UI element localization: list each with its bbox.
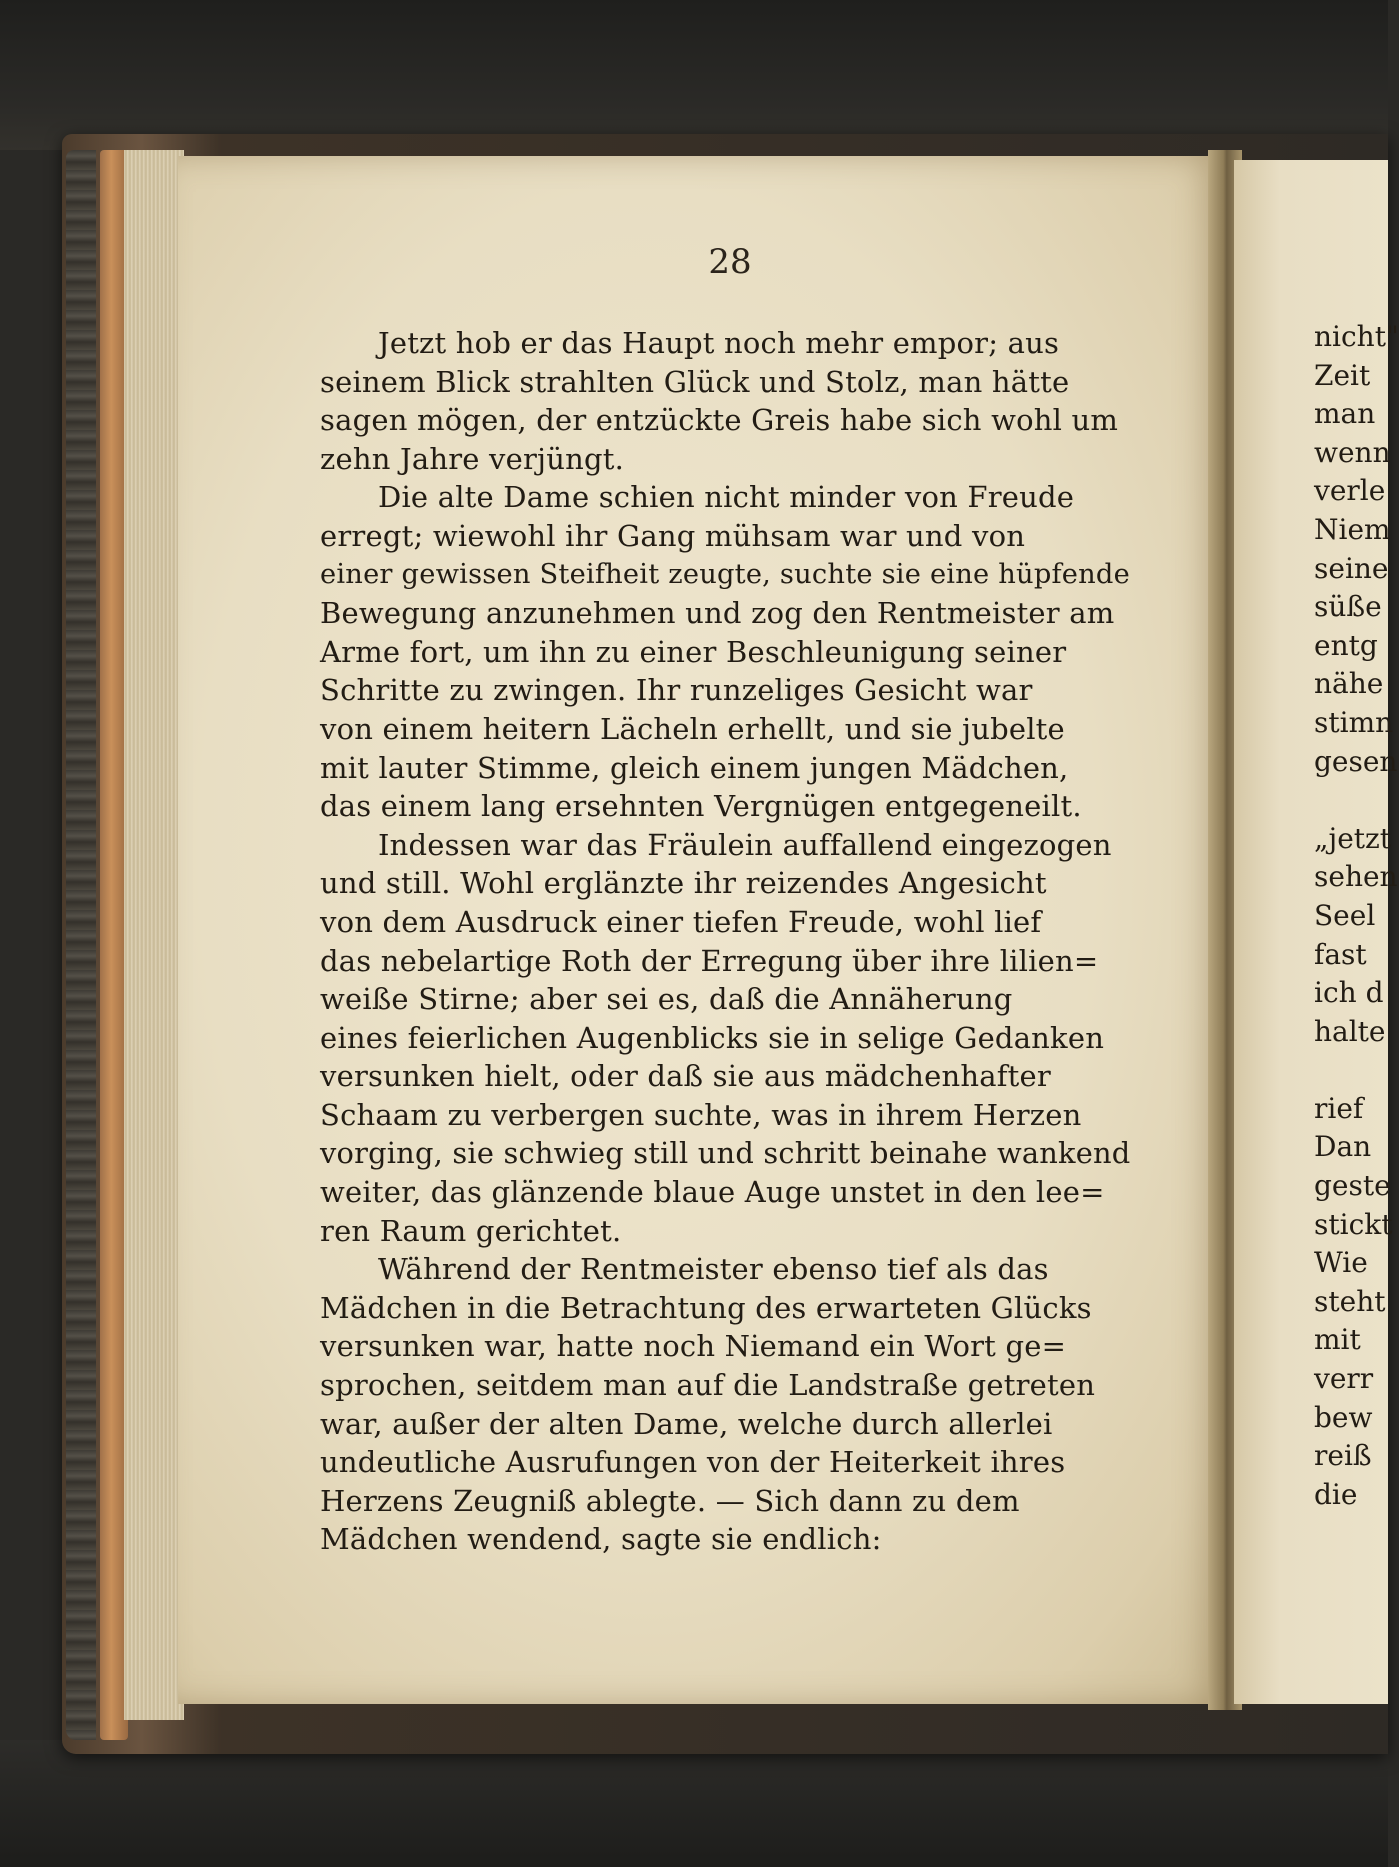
cover-edge — [66, 150, 96, 1740]
text-fragment: Wie — [1314, 1246, 1368, 1280]
text-fragment: seine — [1314, 551, 1389, 585]
text-fragment: rief — [1314, 1091, 1364, 1125]
text-fragment: entg — [1314, 628, 1378, 662]
text-fragment: wenn — [1314, 435, 1391, 469]
text-fragment — [1314, 781, 1388, 820]
text-line: das einem lang ersehnten Vergnügen entgegeneilt. — [320, 789, 1082, 824]
text-fragment: steht — [1314, 1284, 1386, 1318]
text-fragment: fast — [1314, 937, 1367, 971]
text-fragment: nähe — [1314, 667, 1384, 701]
text-fragment: verr — [1314, 1362, 1374, 1396]
text-line: zehn Jahre verjüngt. — [320, 441, 625, 476]
text-line: Die alte Dame schien nicht minder von Freude — [378, 480, 1075, 515]
text-fragment: man — [1314, 397, 1376, 431]
text-line: Arme fort, um ihn zu einer Beschleunigung seiner — [320, 634, 1067, 669]
text-line: eines feierlichen Augenblicks sie in selige Gedanken — [320, 1020, 1105, 1055]
text-fragment: geste — [1314, 1169, 1391, 1203]
text-line: sprochen, seitdem man auf die Landstraße getreten — [320, 1368, 1096, 1403]
text-line: versunken war, hatte noch Niemand ein Wort ge= — [320, 1329, 1067, 1364]
text-fragment: die — [1314, 1477, 1358, 1511]
text-fragment: ich d — [1314, 976, 1384, 1010]
text-fragment: verle — [1314, 474, 1386, 508]
page-number: 28 — [708, 242, 752, 282]
text-line: Bewegung anzunehmen und zog den Rentmeister am — [320, 596, 1115, 631]
text-line: von einem heitern Lächeln erhellt, und sie jubelte — [320, 711, 1065, 746]
text-line: Indessen war das Fräulein auffallend eingezogen — [378, 827, 1112, 862]
text-line: von dem Ausdruck einer tiefen Freude, wohl lief — [320, 904, 1042, 939]
background-top — [0, 0, 1388, 150]
background-bottom — [0, 1740, 1388, 1867]
text-line: Schaam zu verbergen suchte, was in ihrem Herzen — [320, 1097, 1082, 1132]
text-line: weiter, das glänzende blaue Auge unstet in den lee= — [320, 1175, 1105, 1210]
text-line: Mädchen wendend, sagte sie endlich: — [320, 1522, 882, 1557]
left-page-text — [320, 324, 1130, 1559]
text-fragment: reiß — [1314, 1439, 1372, 1473]
text-line: Während der Rentmeister ebenso tief als das — [378, 1252, 1049, 1287]
text-line: versunken hielt, oder daß sie aus mädchenhafter — [320, 1059, 1051, 1094]
text-fragment: stimn — [1314, 705, 1394, 739]
text-fragment: bew — [1314, 1400, 1373, 1434]
text-fragment: mit — [1314, 1323, 1361, 1357]
text-fragment: nicht" — [1314, 320, 1399, 353]
text-fragment: „jetzt — [1314, 821, 1392, 855]
right-page-text — [1314, 318, 1399, 1514]
text-line: und still. Wohl erglänzte ihr reizendes Angesicht — [320, 866, 1047, 901]
text-fragment: Dan — [1314, 1130, 1372, 1164]
text-line: Schritte zu zwingen. Ihr runzeliges Gesicht war — [320, 673, 1033, 708]
text-line: das nebelartige Roth der Erregung über ihre lilien= — [320, 943, 1099, 978]
text-fragment: stickt — [1314, 1207, 1393, 1241]
text-line: erregt; wiewohl ihr Gang mühsam war und von — [320, 518, 1026, 553]
text-fragment: gesen — [1314, 744, 1398, 778]
text-line: sagen mögen, der entzückte Greis habe sich wohl um — [320, 403, 1119, 438]
text-line: ren Raum gerichtet. — [320, 1213, 622, 1248]
text-fragment: sehen — [1314, 860, 1398, 894]
text-fragment — [1314, 1051, 1388, 1090]
page-stack — [124, 150, 184, 1720]
text-fragment: süße — [1314, 590, 1382, 624]
text-line: undeutliche Ausrufungen von der Heiterkeit ihres — [320, 1445, 1066, 1480]
text-line: seinem Blick strahlten Glück und Stolz, man hätte — [320, 364, 1070, 399]
text-line: war, außer der alten Dame, welche durch allerlei — [320, 1406, 1053, 1441]
text-line: Jetzt hob er das Haupt noch mehr empor; aus — [378, 326, 1060, 360]
text-fragment: Niem — [1314, 512, 1391, 546]
text-line: vorging, sie schwieg still und schritt beinahe wankend — [320, 1136, 1131, 1171]
text-line: weiße Stirne; aber sei es, daß die Annäherung — [320, 982, 1013, 1017]
text-fragment: Seel — [1314, 898, 1376, 932]
text-fragment: halte — [1314, 1014, 1386, 1048]
text-line: einer gewissen Steifheit zeugte, suchte sie eine hüpfende — [320, 558, 1130, 590]
text-line: mit lauter Stimme, gleich einem jungen Mädchen, — [320, 750, 1069, 785]
text-fragment: Zeit — [1314, 358, 1371, 392]
text-line: Mädchen in die Betrachtung des erwarteten Glücks — [320, 1290, 1092, 1325]
text-line: Herzens Zeugniß ablegte. — Sich dann zu dem — [320, 1483, 1020, 1518]
